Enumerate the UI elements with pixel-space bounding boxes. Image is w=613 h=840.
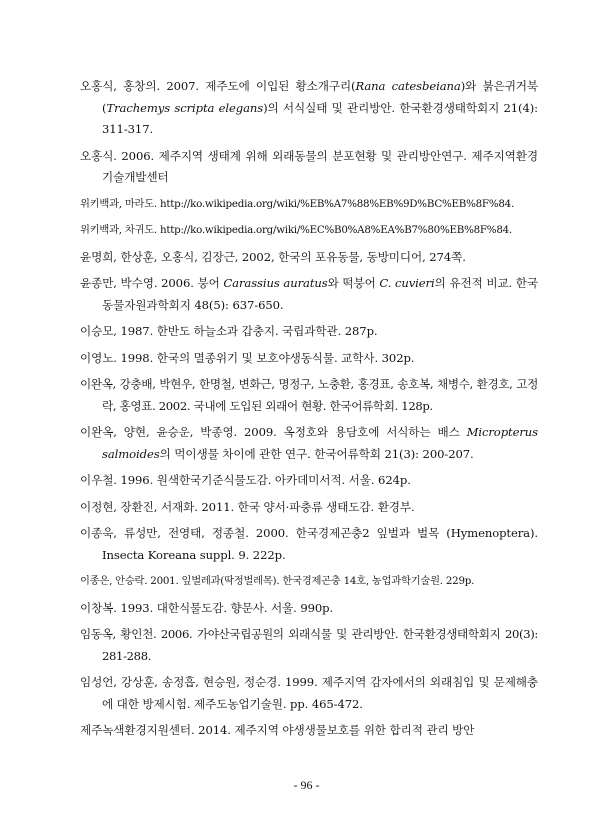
reference-entry xyxy=(80,247,538,269)
reference-text: 의 먹이생물 차이에 관한 연구. 한국어류학회 21(3): 200-207. xyxy=(159,446,474,461)
page-number: - 96 - xyxy=(293,778,320,792)
reference-text: 임성언, 강상훈, 송정흡, 현승원, 정순경. 1999. 제주지역 감자에서의 외래침입 및 문제해충에 대한 방제시험. 제주도농업기술원. pp. 465-472. xyxy=(80,675,538,711)
reference-text: 이종은, 안승락. 2001. 잎벌레과(딱정벌레목). 한국경제곤충 14호, 농업과학기술원. 229p. xyxy=(80,575,475,587)
reference-entry xyxy=(80,598,538,620)
reference-text: 임동옥, 황인천. 2006. 가야산국립공원의 외래식물 및 관리방안. 한국환경생태학회지 20(3): 281-288. xyxy=(80,627,538,663)
reference-text: 윤종만, 박수영. 2006. 붕어 xyxy=(80,276,224,290)
species-name: C. cuvieri xyxy=(379,276,435,290)
reference-text: 윤명희, 한상훈, 오홍식, 김장근, 2002, 한국의 포유동물, 동방미디어, 274쪽. xyxy=(80,249,466,264)
reference-text: 이완옥, 양현, 윤승운, 박종영. 2009. 옥정호와 용담호에 서식하는 배스 xyxy=(80,425,467,439)
reference-entry xyxy=(80,194,538,216)
reference-entry xyxy=(80,720,538,742)
reference-text: 이창복. 1993. 대한식물도감. 향문사. 서울. 990p. xyxy=(80,600,334,615)
reference-text: 이우철. 1996. 원색한국기준식물도감. 아카데미서적. 서울. 624p. xyxy=(80,473,411,487)
reference-entry xyxy=(80,422,538,465)
species-name: Trachemys scripta elegans xyxy=(106,100,264,115)
reference-entry xyxy=(80,523,538,566)
reference-entry xyxy=(80,220,538,242)
reference-text: )의 서식실태 및 관리방안. 한국환경생태학회지 21(4): 311-317. xyxy=(102,100,538,136)
species-name: Rana catesbeiana xyxy=(355,79,461,93)
reference-entry xyxy=(80,624,538,667)
reference-entry xyxy=(80,571,538,593)
reference-text: 오홍식, 홍창의. 2007. 제주도에 이입된 황소개구리( xyxy=(80,79,356,93)
reference-list xyxy=(80,76,538,747)
reference-text: 이종욱, 류성만, 전영태, 정종철. 2000. 한국경제곤충2 잎벌과 벌목 (Hymenoptera). Insecta Koreana suppl. 9. 222p. xyxy=(80,526,538,562)
reference-entry xyxy=(80,273,538,316)
reference-entry xyxy=(80,348,538,370)
reference-text: 제주녹색환경지원센터. 2014. 제주지역 야생생물보호를 위한 합리적 관리 방안 xyxy=(80,723,475,737)
reference-text: 이영노. 1998. 한국의 멸종위기 및 보호야생동식물. 교학사. 302p. xyxy=(80,350,415,365)
reference-entry xyxy=(80,470,538,492)
reference-text: )와 붉은귀거북( xyxy=(102,79,539,115)
reference-entry xyxy=(80,76,538,141)
species-name: Carassius auratus xyxy=(223,276,328,290)
reference-entry xyxy=(80,374,538,417)
reference-text: 이완옥, 강충배, 박현우, 한명철, 변화근, 명정구, 노충환, 홍경표, 송호복, 채병수, 환경호, 고정락, 홍영표. 2002. 국내에 도입된 외래어 현황. 한국어류학회. 128p. xyxy=(80,377,538,413)
reference-entry xyxy=(80,497,538,519)
reference-text: 오홍식. 2006. 제주지역 생태계 위해 외래동물의 분포현황 및 관리방안연구. 제주지역환경기술개발센터 xyxy=(80,148,538,184)
reference-entry xyxy=(80,672,538,715)
reference-text: 의 유전적 비교. 한국동물자원과학회지 48(5): 637-650. xyxy=(102,276,539,312)
reference-text: 위키백과, 마라도. http://ko.wikipedia.org/wiki/%EB%A7%88%EB%9D%BC%EB%8F%84. xyxy=(80,197,514,210)
reference-text: 이정현, 장환진, 서재화. 2011. 한국 양서·파충류 생태도감. 환경부. xyxy=(80,499,415,514)
reference-text: 이승모, 1987. 한반도 하늘소과 갑충지. 국립과학관. 287p. xyxy=(80,324,378,338)
species-name: Micropterus salmoides xyxy=(102,425,538,461)
reference-entry xyxy=(80,146,538,189)
reference-text: 와 떡붕어 xyxy=(327,276,380,290)
reference-entry xyxy=(80,321,538,343)
reference-text: 위키백과, 차귀도. http://ko.wikipedia.org/wiki/%EC%B0%A8%EA%B7%80%EB%8F%84. xyxy=(80,224,512,236)
